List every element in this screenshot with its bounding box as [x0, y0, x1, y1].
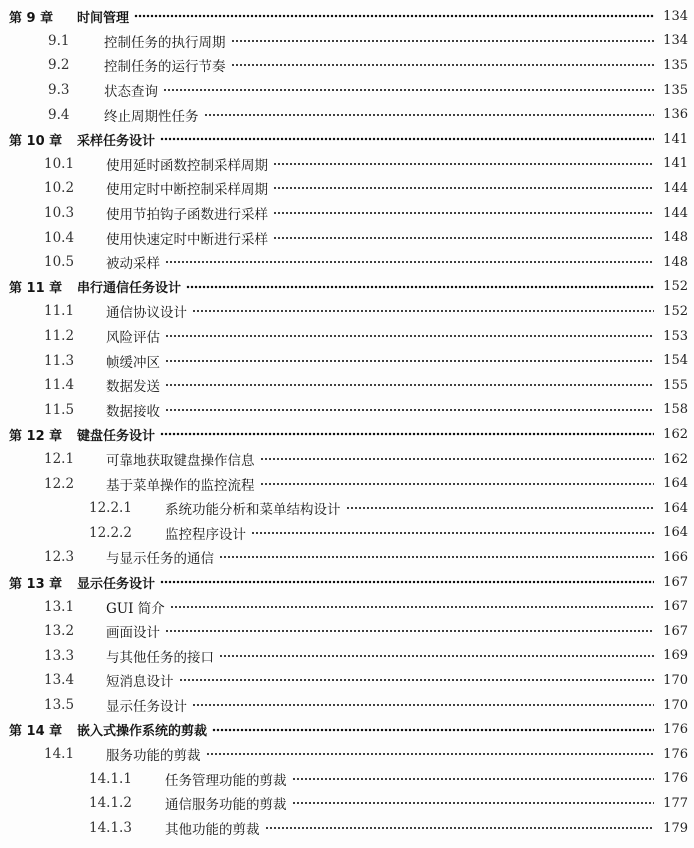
dot-leader — [273, 206, 654, 220]
dot-leader — [260, 477, 655, 491]
toc-page-number: 154 — [663, 353, 688, 369]
toc-entry-row — [0, 398, 694, 423]
dot-leader — [219, 649, 654, 663]
toc-chapter-row — [0, 127, 694, 152]
toc-entry-row — [0, 644, 694, 669]
toc-title: 基于菜单操作的监控流程 — [106, 477, 255, 494]
dot-leader — [219, 550, 654, 564]
toc-entry-row — [0, 201, 694, 226]
toc-title: 显示任务设计 — [77, 576, 156, 592]
toc-title: 其他功能的剪裁 — [165, 822, 260, 839]
toc-page-number: 152 — [663, 303, 688, 319]
toc-title: 与其他任务的接口 — [106, 649, 214, 666]
toc-title: 系统功能分析和菜单结构设计 — [165, 502, 341, 519]
dot-leader — [165, 354, 654, 368]
toc-page-number: 170 — [663, 697, 688, 713]
toc-title: 使用延时函数控制采样周期 — [106, 157, 268, 174]
toc-entry-row — [0, 619, 694, 644]
toc-entry-row — [0, 545, 694, 570]
dot-leader — [134, 9, 654, 23]
toc-page-number: 153 — [663, 328, 688, 344]
toc-title: 使用节拍钩子函数进行采样 — [106, 207, 268, 224]
toc-page-number: 134 — [663, 33, 688, 49]
toc-entry-row — [0, 693, 694, 718]
toc-title: 控制任务的运行节奏 — [104, 59, 226, 76]
toc-title: 通信服务功能的剪裁 — [165, 797, 287, 814]
toc-page-number: 155 — [663, 377, 688, 393]
dot-leader — [160, 575, 654, 589]
toc-entry-row — [0, 225, 694, 250]
toc-page-number: 176 — [663, 746, 688, 762]
toc-number: 第 10 章 — [9, 133, 63, 149]
toc-entry-row — [0, 373, 694, 398]
toc-page-number: 164 — [663, 476, 688, 492]
dot-leader — [165, 624, 654, 638]
toc-page-number: 144 — [663, 180, 688, 196]
toc-entry-row — [0, 791, 694, 816]
toc-number: 10.4 — [44, 229, 75, 246]
toc-page-number: 158 — [663, 402, 688, 418]
toc-number: 11.4 — [44, 377, 75, 394]
dot-leader — [160, 132, 654, 146]
toc-page-number: 169 — [663, 648, 688, 664]
toc-number: 13.3 — [44, 647, 75, 664]
toc-page-number: 167 — [663, 574, 688, 590]
toc-entry-row — [0, 742, 694, 767]
toc-page-number: 135 — [663, 57, 688, 73]
dot-leader — [273, 157, 654, 171]
dot-leader — [292, 772, 655, 786]
toc-number: 14.1 — [44, 746, 75, 763]
toc-title: 风险评估 — [106, 330, 160, 347]
toc-title: GUI 简介 — [106, 600, 165, 617]
toc-number: 11.5 — [44, 401, 75, 418]
toc-page-number: 166 — [663, 549, 688, 565]
toc-number: 9.4 — [48, 106, 70, 123]
dot-leader — [165, 403, 654, 417]
toc-number: 12.2.1 — [89, 500, 132, 517]
toc-title: 短消息设计 — [106, 674, 174, 691]
toc-number: 14.1.3 — [89, 820, 132, 837]
toc-page-number: 167 — [663, 599, 688, 615]
toc-number: 12.2.2 — [89, 524, 132, 541]
toc-title: 服务功能的剪裁 — [106, 748, 201, 765]
toc-entry-row — [0, 250, 694, 275]
toc-page-number: 148 — [663, 254, 688, 270]
toc-entry-row — [0, 496, 694, 521]
dot-leader — [231, 34, 655, 48]
toc-page-number: 141 — [663, 131, 688, 147]
toc-entry-row — [0, 668, 694, 693]
toc-title: 数据接收 — [106, 403, 160, 420]
toc-entry-row — [0, 521, 694, 546]
toc-page-number: 141 — [663, 156, 688, 172]
dot-leader — [192, 304, 654, 318]
toc-entry-row — [0, 594, 694, 619]
toc-number: 10.3 — [44, 205, 75, 222]
toc-entry-row — [0, 471, 694, 496]
toc-title: 帧缓冲区 — [106, 354, 160, 371]
toc-number: 14.1.1 — [89, 770, 132, 787]
toc-page-number: 176 — [663, 722, 688, 738]
dot-leader — [251, 526, 654, 540]
toc-number: 第 12 章 — [9, 428, 63, 444]
toc-page-number: 144 — [663, 205, 688, 221]
toc-page-number: 152 — [663, 279, 688, 295]
dot-leader — [212, 723, 654, 737]
toc-entry-row — [0, 176, 694, 201]
toc-title: 被动采样 — [106, 256, 160, 273]
toc-page-number: 135 — [663, 82, 688, 98]
toc-number: 13.4 — [44, 672, 75, 689]
toc-title: 画面设计 — [106, 625, 160, 642]
toc-entry-row — [0, 348, 694, 373]
toc-entry-row — [0, 29, 694, 54]
toc-entry-row — [0, 78, 694, 103]
toc-number: 第 14 章 — [9, 724, 63, 740]
toc-entry-row — [0, 53, 694, 78]
dot-leader — [192, 698, 654, 712]
toc-title: 使用定时中断控制采样周期 — [106, 182, 268, 199]
toc-chapter-row — [0, 717, 694, 742]
toc-title: 通信协议设计 — [106, 305, 187, 322]
toc-title: 监控程序设计 — [165, 526, 246, 543]
toc-entry-row — [0, 299, 694, 324]
toc-title: 使用快速定时中断进行采样 — [106, 231, 268, 248]
toc-page-number: 134 — [663, 8, 688, 24]
dot-leader — [160, 427, 654, 441]
toc-number: 10.5 — [44, 254, 75, 271]
toc-page-number: 164 — [663, 500, 688, 516]
toc-title: 时间管理 — [77, 10, 130, 26]
toc-title: 采样任务设计 — [77, 133, 156, 149]
dot-leader — [206, 747, 655, 761]
toc-number: 9.2 — [48, 57, 70, 74]
toc-entry-row — [0, 816, 694, 841]
toc-chapter-row — [0, 570, 694, 595]
toc-number: 9.3 — [48, 82, 70, 99]
toc-number: 13.5 — [44, 697, 75, 714]
toc-number: 第 13 章 — [9, 576, 63, 592]
dot-leader — [273, 181, 654, 195]
dot-leader — [265, 821, 655, 835]
toc-number: 11.2 — [44, 328, 75, 345]
toc-number: 14.1.2 — [89, 795, 132, 812]
toc-number: 12.1 — [44, 451, 75, 468]
toc-page-number: 164 — [663, 525, 688, 541]
dot-leader — [231, 58, 655, 72]
toc-number: 13.1 — [44, 598, 75, 615]
toc-number: 10.1 — [44, 155, 75, 172]
toc-page-number: 167 — [663, 623, 688, 639]
toc-title: 控制任务的执行周期 — [104, 34, 226, 51]
dot-leader — [346, 501, 655, 515]
dot-leader — [179, 673, 655, 687]
toc-chapter-row — [0, 275, 694, 300]
toc-entry-row — [0, 152, 694, 177]
toc-title: 状态查询 — [104, 84, 158, 101]
dot-leader — [165, 329, 654, 343]
toc-number: 12.3 — [44, 549, 75, 566]
toc-entry-row — [0, 102, 694, 127]
toc-chapter-row — [0, 422, 694, 447]
dot-leader — [170, 600, 654, 614]
toc-number: 11.3 — [44, 352, 75, 369]
toc-title: 串行通信任务设计 — [77, 281, 182, 297]
dot-leader — [204, 108, 655, 122]
toc-title: 可靠地获取键盘操作信息 — [106, 453, 255, 470]
toc-title: 显示任务设计 — [106, 699, 187, 716]
toc-title: 终止周期性任务 — [104, 108, 199, 125]
toc-entry-row — [0, 767, 694, 792]
dot-leader — [186, 280, 654, 294]
dot-leader — [165, 255, 654, 269]
toc-number: 13.2 — [44, 623, 75, 640]
dot-leader — [260, 452, 655, 466]
toc-title: 嵌入式操作系统的剪裁 — [77, 724, 208, 740]
toc-title: 键盘任务设计 — [77, 428, 156, 444]
toc-page-number: 148 — [663, 230, 688, 246]
toc-number: 12.2 — [44, 475, 75, 492]
toc-page-number: 162 — [663, 426, 688, 442]
toc-number: 第 11 章 — [9, 281, 63, 297]
toc-title: 与显示任务的通信 — [106, 551, 214, 568]
toc-page-number: 162 — [663, 451, 688, 467]
dot-leader — [273, 231, 654, 245]
toc-page-number: 170 — [663, 672, 688, 688]
toc-title: 任务管理功能的剪裁 — [165, 772, 287, 789]
dot-leader — [165, 378, 654, 392]
dot-leader — [163, 83, 654, 97]
toc-entry-row — [0, 447, 694, 472]
toc-page-number: 136 — [663, 107, 688, 123]
toc-page-number: 179 — [663, 820, 688, 836]
toc-entry-row — [0, 324, 694, 349]
toc-page-number: 177 — [663, 795, 688, 811]
toc-number: 11.1 — [44, 303, 75, 320]
dot-leader — [292, 796, 655, 810]
toc-number: 第 9 章 — [9, 10, 54, 26]
toc-number: 9.1 — [48, 32, 70, 49]
toc-page-number: 176 — [663, 771, 688, 787]
toc-title: 数据发送 — [106, 379, 160, 396]
toc-number: 10.2 — [44, 180, 75, 197]
toc-chapter-row — [0, 4, 694, 29]
